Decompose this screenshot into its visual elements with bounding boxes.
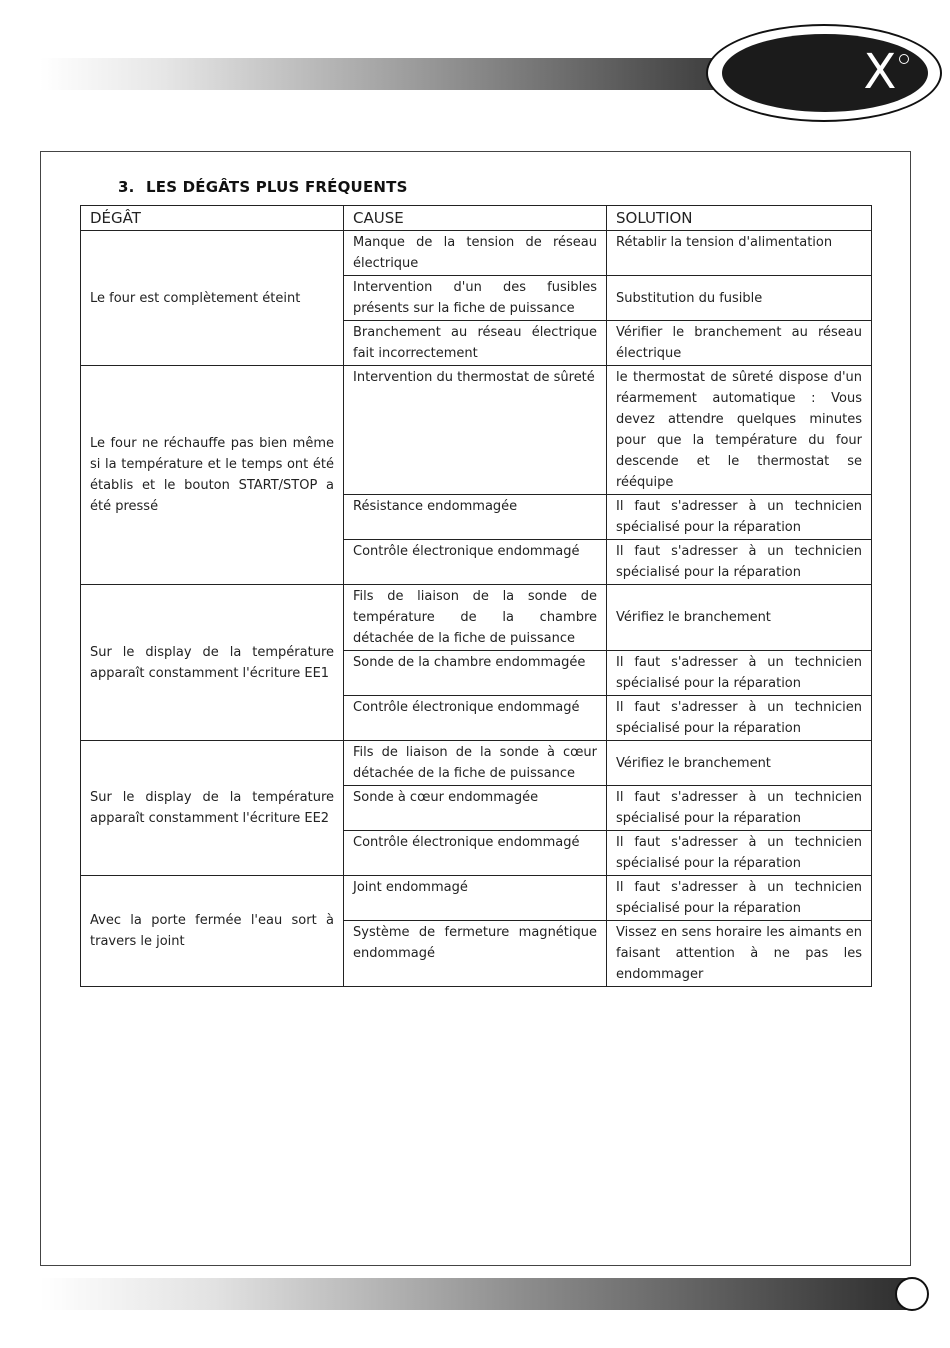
solution-cell: Vérifiez le branchement	[607, 585, 872, 651]
degat-cell: Le four est complètement éteint	[81, 231, 344, 366]
cause-cell: Fils de liaison de la sonde à cœur détachée de la fiche de puissance	[344, 741, 607, 786]
cause-cell: Résistance endommagée	[344, 495, 607, 540]
cause-cell: Manque de la tension de réseau électrique	[344, 231, 607, 276]
solution-cell: Rétablir la tension d'alimentation	[607, 231, 872, 276]
section-title	[118, 178, 408, 196]
table-row	[81, 876, 872, 921]
table-row	[81, 231, 872, 276]
solution-cell: Vérifier le branchement au réseau électrique	[607, 321, 872, 366]
cause-cell: Sonde à cœur endommagée	[344, 786, 607, 831]
cause-cell: Branchement au réseau électrique fait incorrectement	[344, 321, 607, 366]
solution-cell: Substitution du fusible	[607, 276, 872, 321]
degat-cell: Sur le display de la température apparaît constamment l'écriture EE2	[81, 741, 344, 876]
solution-cell: Il faut s'adresser à un technicien spécialisé pour la réparation	[607, 495, 872, 540]
table-header-row	[81, 206, 872, 231]
solution-cell: Il faut s'adresser à un technicien spécialisé pour la réparation	[607, 831, 872, 876]
solution-cell: Il faut s'adresser à un technicien spécialisé pour la réparation	[607, 540, 872, 585]
solution-cell: Vérifiez le branchement	[607, 741, 872, 786]
defects-table	[80, 205, 872, 987]
degat-cell: Le four ne réchauffe pas bien même si la température et le temps ont été établis et le bouton START/STOP a été pressé	[81, 366, 344, 585]
cause-cell: Contrôle électronique endommagé	[344, 540, 607, 585]
cause-cell: Sonde de la chambre endommagée	[344, 651, 607, 696]
cause-cell: Intervention du thermostat de sûreté	[344, 366, 607, 495]
cause-cell: Système de fermeture magnétique endommagé	[344, 921, 607, 987]
degat-cell: Sur le display de la température apparaît constamment l'écriture EE1	[81, 585, 344, 741]
degree-symbol-icon	[899, 54, 909, 64]
cause-cell: Contrôle électronique endommagé	[344, 831, 607, 876]
solution-cell: Il faut s'adresser à un technicien spécialisé pour la réparation	[607, 651, 872, 696]
footer-gradient-bar	[40, 1278, 910, 1310]
cause-cell: Intervention d'un des fusibles présents sur la fiche de puissance	[344, 276, 607, 321]
solution-cell: Il faut s'adresser à un technicien spécialisé pour la réparation	[607, 696, 872, 741]
table-row	[81, 366, 872, 495]
solution-cell: Vissez en sens horaire les aimants en faisant attention à ne pas les endommager	[607, 921, 872, 987]
section-title-text: LES DÉGÂTS PLUS FRÉQUENTS	[146, 178, 408, 196]
page-number-circle	[895, 1277, 929, 1311]
column-header-degat: DÉGÂT	[81, 206, 344, 231]
solution-cell: Il faut s'adresser à un technicien spécialisé pour la réparation	[607, 786, 872, 831]
column-header-solution: SOLUTION	[607, 206, 872, 231]
table-row	[81, 741, 872, 786]
solution-cell: Il faut s'adresser à un technicien spécialisé pour la réparation	[607, 876, 872, 921]
x-degree-logo-icon: X	[863, 44, 897, 100]
header-gradient-bar	[40, 58, 730, 90]
section-number: 3.	[118, 178, 135, 196]
degat-cell: Avec la porte fermée l'eau sort à travers le joint	[81, 876, 344, 987]
solution-cell: le thermostat de sûreté dispose d'un réarmement automatique : Vous devez attendre quelques minutes pour que la température du four descende et le thermostat se rééquipe	[607, 366, 872, 495]
cause-cell: Contrôle électronique endommagé	[344, 696, 607, 741]
cause-cell: Fils de liaison de la sonde de température de la chambre détachée de la fiche de puissance	[344, 585, 607, 651]
cause-cell: Joint endommagé	[344, 876, 607, 921]
table-row	[81, 585, 872, 651]
column-header-cause: CAUSE	[344, 206, 607, 231]
